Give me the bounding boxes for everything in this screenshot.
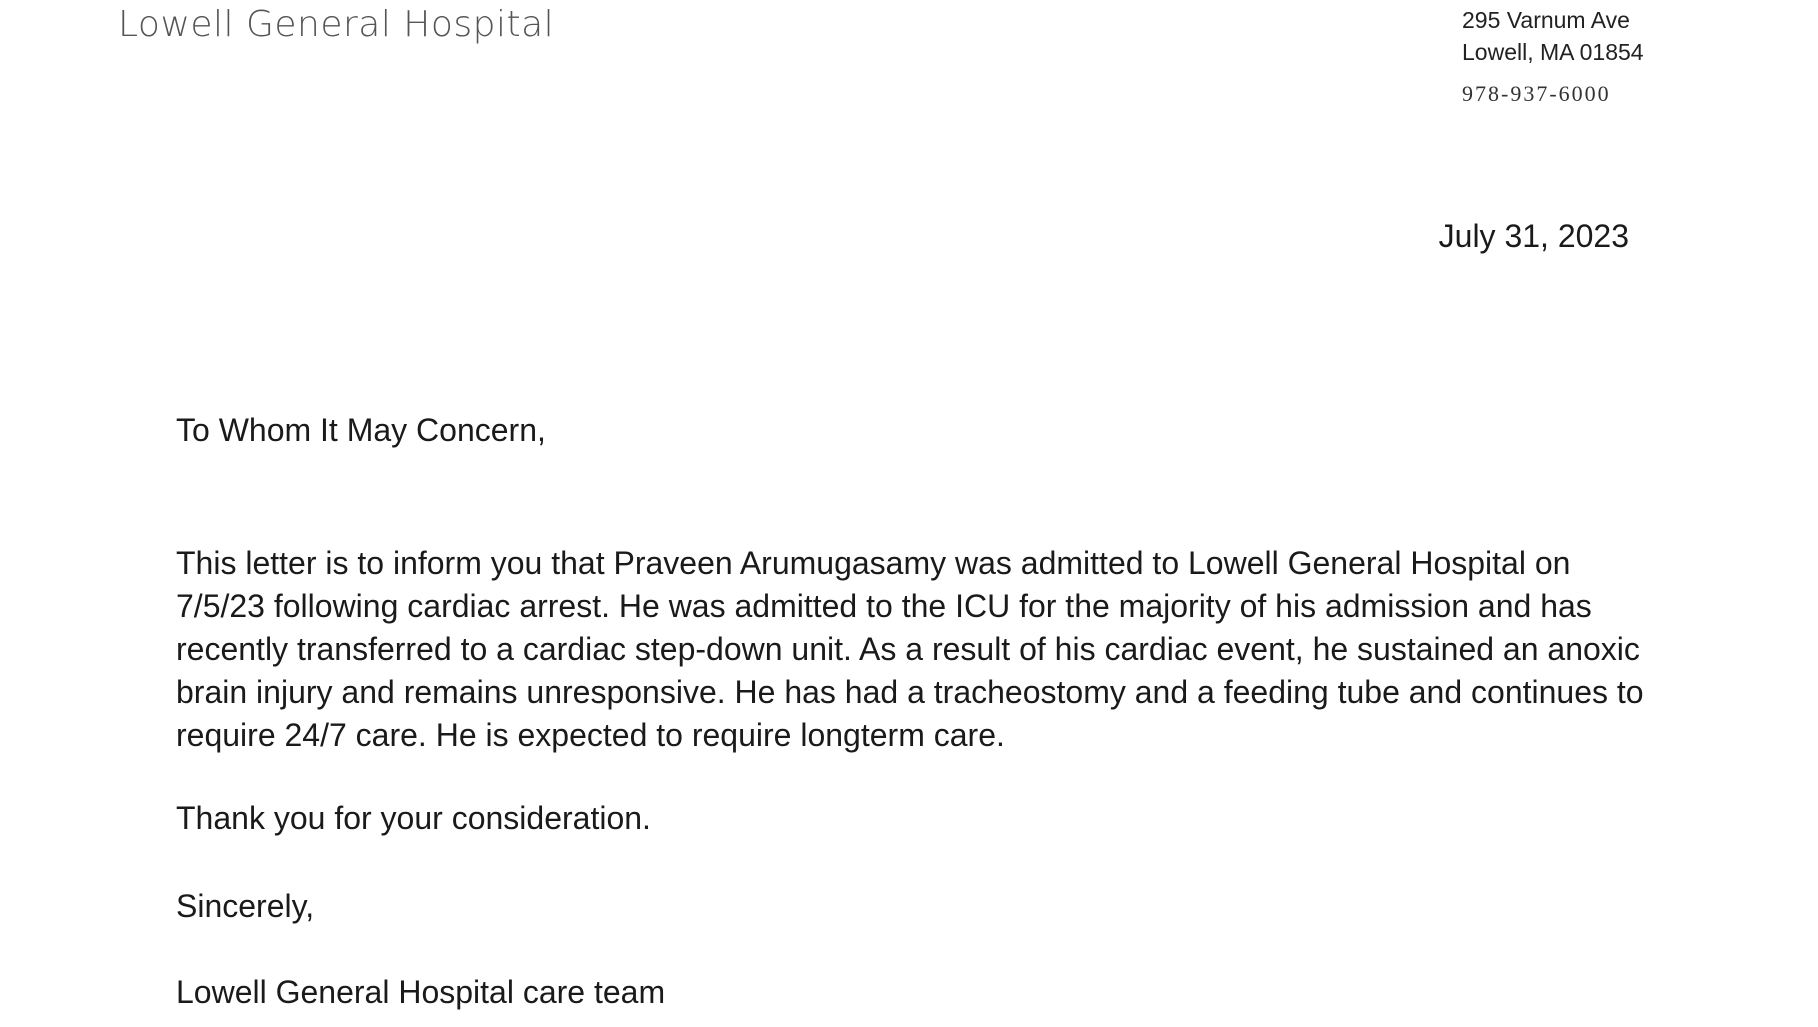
address-block <box>1462 4 1644 110</box>
salutation-text: To Whom It May Concern, <box>176 412 546 448</box>
address-line-1: 295 Varnum Ave <box>1462 7 1630 33</box>
signature-text: Lowell General Hospital care team <box>176 974 666 1010</box>
signature-line <box>176 974 1646 1011</box>
thanks-text: Thank you for your consideration. <box>176 800 651 836</box>
letter-paragraph <box>176 542 1646 757</box>
address-line-2: Lowell, MA 01854 <box>1462 39 1644 65</box>
thanks-line <box>176 800 1646 837</box>
closing-line <box>176 888 1646 925</box>
letter-date: July 31, 2023 <box>1438 218 1629 254</box>
letter-paragraph-text: This letter is to inform you that Praveen Arumugasamy was admitted to Lowell General Hospital on 7/5/23 following cardiac arrest. He was admitted to the ICU for the majority of his admission and has recently transferred to a cardiac step-down unit. As a result of his cardiac event, he sustained an anoxic brain injury and remains unresponsive. He has had a tracheostomy and a feeding tube and continues to require 24/7 care. He is expected to require longterm care. <box>176 545 1644 753</box>
salutation <box>176 412 1646 449</box>
hospital-name: Lowell General Hospital <box>118 4 555 45</box>
phone-number: 978-937-6000 <box>1462 81 1611 106</box>
closing-text: Sincerely, <box>176 888 315 924</box>
